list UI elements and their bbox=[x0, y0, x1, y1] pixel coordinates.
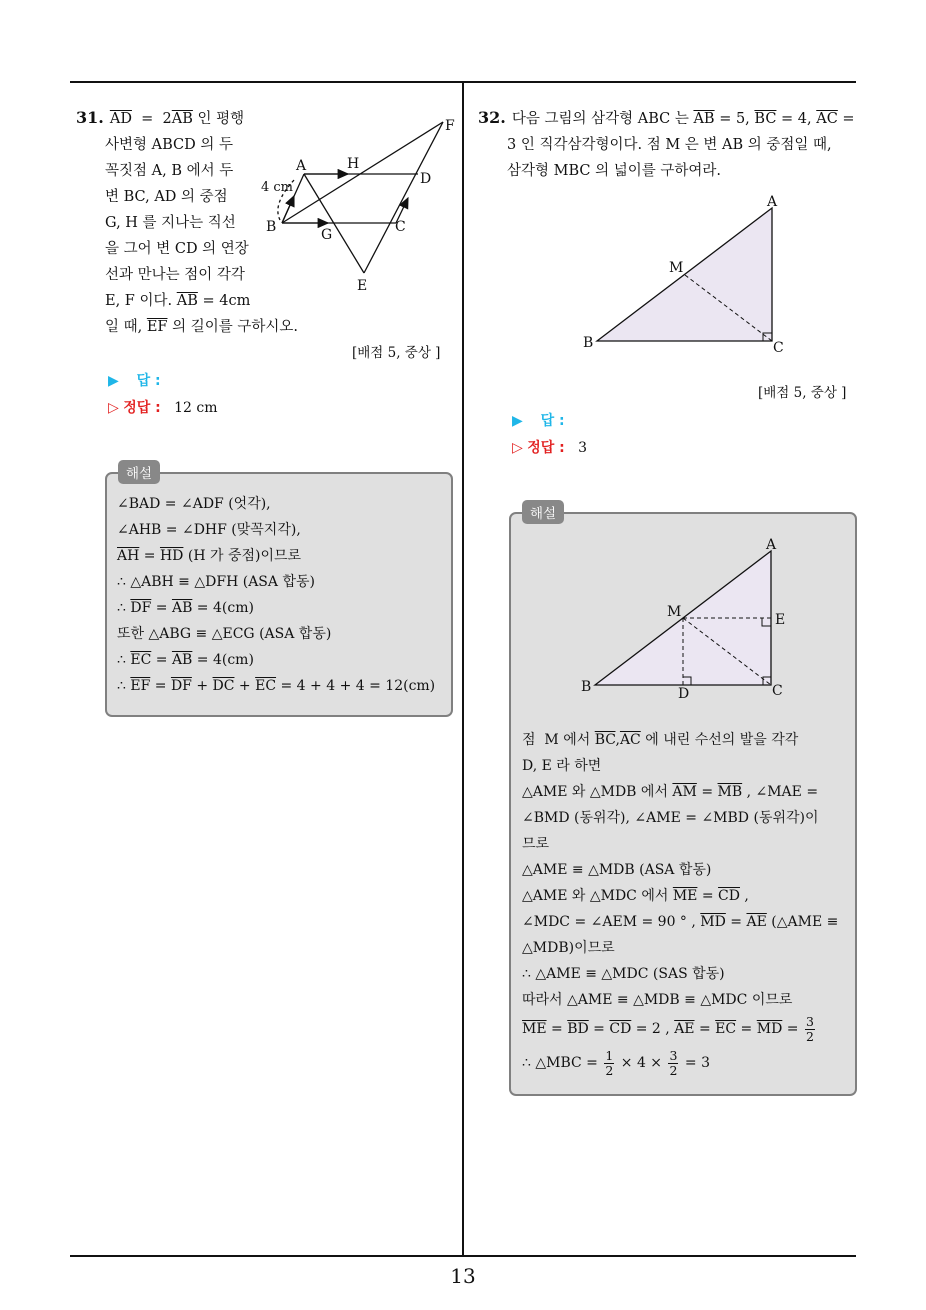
q32-correct-label: 정답 : bbox=[527, 440, 565, 456]
fraction-1-2: $\frac{1}{2}$ bbox=[605, 1047, 614, 1078]
q31-explanation-tag: 해설 bbox=[118, 460, 160, 484]
red-triangle-icon: ▷ bbox=[512, 440, 523, 456]
q31-line-7: 선과 만나는 점이 각각 bbox=[105, 267, 245, 283]
q32-correct-value: 3 bbox=[578, 440, 588, 456]
q31-expl-line-4: ∴ △ABH ≡ △DFH (ASA 합동) bbox=[117, 574, 315, 590]
q32-label-c: C bbox=[773, 340, 784, 356]
q32-expl-label-m: M bbox=[667, 604, 682, 620]
q32-expl-line-5: 므로 bbox=[522, 836, 550, 852]
q32-expl-label-c: C bbox=[772, 683, 783, 699]
q31-expl-line-3: $\overline{AH} = \overline{HD}$ (H 가 중점)이므로 bbox=[117, 548, 302, 564]
red-triangle-icon: ▷ bbox=[108, 400, 119, 416]
q32-line-2: 3 인 직각삼각형이다. 점 M 은 변 AB 의 중점일 때, bbox=[507, 137, 832, 153]
q31-label-g: G bbox=[321, 227, 333, 243]
q31-line-3: 꼭짓점 A, B 에서 두 bbox=[105, 163, 234, 179]
blue-triangle-icon: ▶ bbox=[512, 413, 523, 429]
q32-expl-label-b: B bbox=[581, 679, 592, 695]
q32-line-1: 32. 다음 그림의 삼각형 ABC 는 $\overline{AB} = 5$, $\overline{BC} = 4$, $\overline{AC}$ = bbox=[478, 108, 855, 127]
q32-label-b: B bbox=[583, 335, 594, 351]
q32-explanation-text bbox=[522, 727, 838, 1081]
q31-label-h: H bbox=[347, 156, 360, 172]
q32-expl-line-13: ∴ △MBC = $\frac{1}{2}$ × 4 × $\frac{3}{2}$ = 3 bbox=[522, 1047, 710, 1078]
q31-correct-line bbox=[108, 397, 218, 417]
column-divider bbox=[462, 82, 464, 1256]
q32-expl-line-9: △MDB)이므로 bbox=[522, 940, 615, 956]
q32-expl-line-1: 점 M 에서 $\overline{BC},\overline{AC}$ 에 내린 수선의 발을 각각 bbox=[522, 732, 799, 748]
q32-figure bbox=[575, 190, 805, 360]
bottom-rule bbox=[70, 1255, 856, 1257]
q31-correct-value: 12 cm bbox=[174, 400, 218, 416]
fraction-3-2: $\frac{3}{2}$ bbox=[805, 1013, 814, 1044]
page-number: 13 bbox=[450, 1264, 476, 1288]
q31-label-f: F bbox=[445, 118, 455, 134]
q31-explanation-text bbox=[117, 491, 435, 699]
q32-expl-line-6: △AME ≡ △MDB (ASA 합동) bbox=[522, 862, 712, 878]
q32-expl-line-8: ∠MDC = ∠AEM = 90 ° , $\overline{MD} = \overline{AE}$ (△AME ≡ bbox=[522, 914, 839, 930]
q32-correct-line bbox=[512, 437, 587, 457]
q31-expl-line-6: 또한 △ABG ≡ △ECG (ASA 합동) bbox=[117, 626, 332, 642]
q32-expl-line-2: D, E 라 하면 bbox=[522, 758, 602, 774]
q32-line-3: 삼각형 MBC 의 넓이를 구하여라. bbox=[507, 163, 721, 179]
q32-answer-label: 답 : bbox=[540, 413, 565, 429]
q32-label-m: M bbox=[669, 260, 684, 276]
q32-expl-line-12: $\overline{ME} = \overline{BD} = \overline{CD} = 2$ , $\overline{AE} = \overline{EC} = \overline{MD}$ = $\frac{3}{2}$ bbox=[522, 1013, 814, 1044]
q31-label-d: D bbox=[420, 171, 432, 187]
fraction-3-2-b: $\frac{3}{2}$ bbox=[669, 1047, 678, 1078]
q31-figure bbox=[258, 108, 458, 296]
q32-expl-line-11: 따라서 △AME ≡ △MDB ≡ △MDC 이므로 bbox=[522, 992, 793, 1008]
q31-correct-label: 정답 : bbox=[123, 400, 161, 416]
q32-expl-line-3: △AME 와 △MDB 에서 $\overline{AM} = \overline{MB}$ , ∠MAE = bbox=[522, 784, 819, 800]
q31-line-4: 변 BC, AD 의 중점 bbox=[105, 189, 228, 205]
q31-number: 31. bbox=[76, 108, 104, 127]
q31-label-e: E bbox=[357, 278, 368, 294]
q31-line-2: 사변형 ABCD 의 두 bbox=[105, 137, 233, 153]
q32-answer-line bbox=[512, 410, 565, 430]
q31-answer-label: 답 : bbox=[136, 373, 161, 389]
q32-expl-label-e: E bbox=[775, 612, 786, 628]
q31-line-5: G, H 를 지나는 직선 bbox=[105, 215, 236, 231]
blue-triangle-icon: ▶ bbox=[108, 373, 119, 389]
q32-explanation-tag: 해설 bbox=[522, 500, 564, 524]
q31-label-b: B bbox=[266, 219, 277, 235]
question-31-text bbox=[76, 105, 298, 340]
q32-score: [배점 5, 중상 ] bbox=[758, 385, 847, 401]
q31-label-a: A bbox=[296, 158, 307, 174]
q31-expl-line-5: ∴ $\overline{DF} = \overline{AB} = 4(cm)$ bbox=[117, 600, 254, 616]
q31-score: [배점 5, 중상 ] bbox=[352, 345, 441, 361]
q32-explanation-figure bbox=[575, 532, 805, 702]
q32-expl-line-10: ∴ △AME ≡ △MDC (SAS 합동) bbox=[522, 966, 725, 982]
q31-expl-line-2: ∠AHB = ∠DHF (맞꼭지각), bbox=[117, 522, 301, 538]
question-32-text bbox=[478, 105, 860, 184]
q31-expl-line-7: ∴ $\overline{EC} = \overline{AB} = 4(cm)$ bbox=[117, 652, 254, 668]
q31-line-9: 일 때, $\overline{EF}$ 의 길이를 구하시오. bbox=[105, 319, 298, 335]
q32-number: 32. bbox=[478, 108, 506, 127]
q31-expl-line-8: ∴ $\overline{EF} = \overline{DF} + \overline{DC} + \overline{EC} = 4 + 4 + 4 = 12(cm)$ bbox=[117, 678, 436, 694]
q31-expl-line-1: ∠BAD = ∠ADF (엇각), bbox=[117, 496, 271, 512]
q32-expl-label-d: D bbox=[678, 686, 690, 702]
q31-line-8: E, F 이다. $\overline{AB} = 4cm$ bbox=[105, 293, 251, 309]
q31-line-6: 을 그어 변 CD 의 연장 bbox=[105, 241, 249, 257]
q32-expl-line-7: △AME 와 △MDC 에서 $\overline{ME} = \overline{CD}$ , bbox=[522, 888, 749, 904]
q31-answer-line bbox=[108, 370, 161, 390]
q31-label-length: 4 cm bbox=[261, 180, 294, 195]
q32-label-a: A bbox=[767, 194, 778, 210]
q32-expl-label-a: A bbox=[766, 537, 777, 553]
q31-line-1: 31. $\overline{AD} = 2\overline{AB}$ 인 평행 bbox=[76, 108, 245, 127]
q32-expl-line-4: ∠BMD (동위각), ∠AME = ∠MBD (동위각)이 bbox=[522, 810, 819, 826]
q31-label-c: C bbox=[395, 219, 406, 235]
